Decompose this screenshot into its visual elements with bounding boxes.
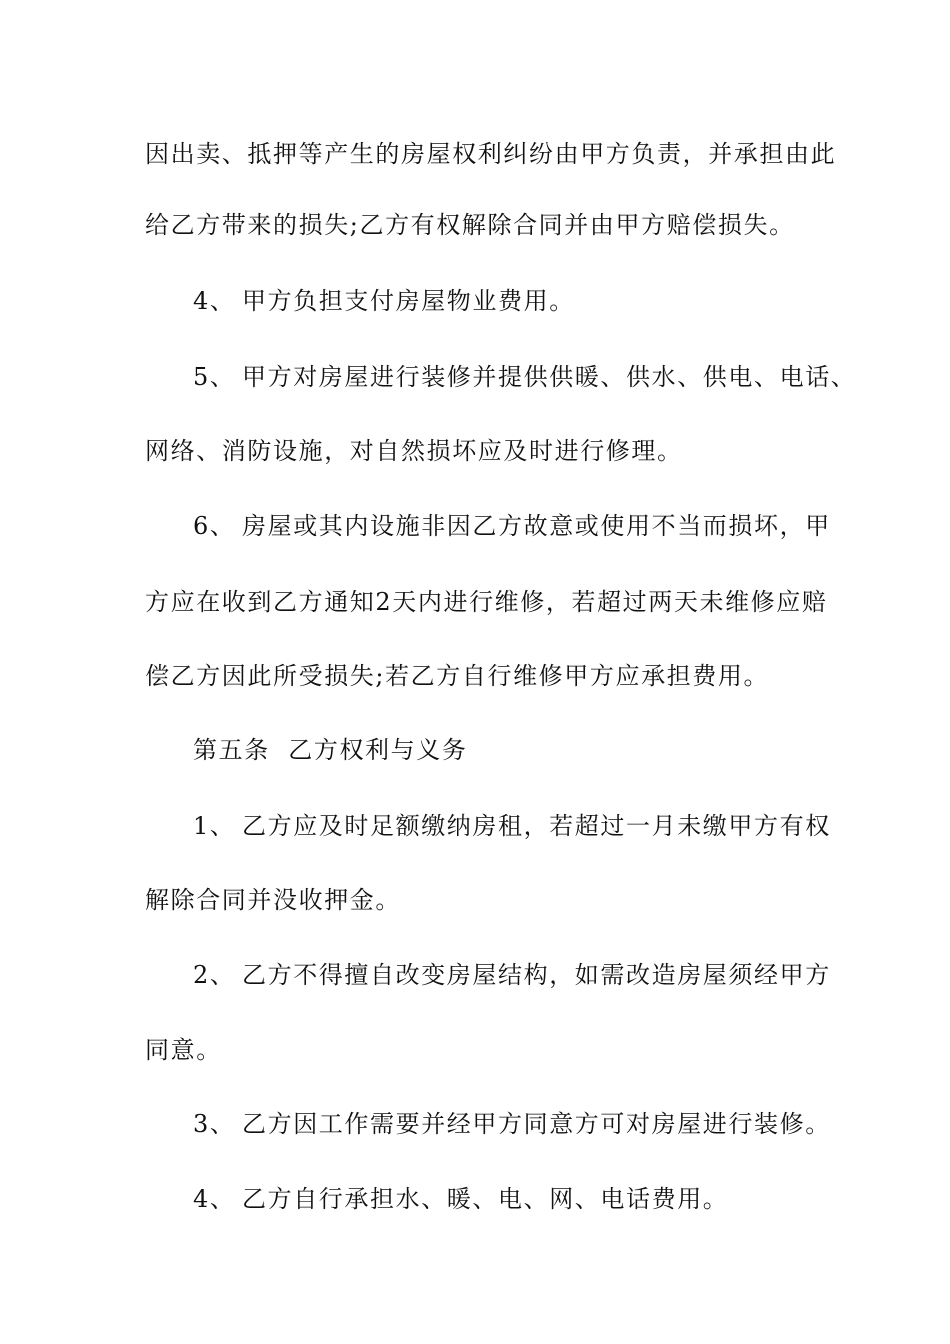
clause-item — [193, 362, 856, 392]
line-text: 方应在收到乙方通知2天内进行维修，若超过两天未维修应赔 — [145, 588, 828, 616]
line-text: 甲方对房屋进行装修并提供供暖、供水、供电、电话、 — [242, 363, 857, 391]
clause-number: 6、 — [193, 512, 236, 540]
line-text: 网络、消防设施，对自然损坏应及时进行修理。 — [145, 437, 683, 465]
clause-number: 2、 — [193, 961, 236, 989]
paragraph-line — [145, 885, 401, 915]
clause-item — [193, 286, 575, 316]
line-text: 解除合同并没收押金。 — [145, 886, 401, 914]
clause-item — [193, 511, 831, 541]
line-text: 同意。 — [145, 1036, 222, 1064]
line-text: 房屋或其内设施非因乙方故意或使用不当而损坏，甲 — [242, 512, 831, 540]
line-text: 乙方自行承担水、暖、电、网、电话费用。 — [242, 1185, 729, 1213]
paragraph-line — [145, 210, 795, 240]
clause-number: 1、 — [193, 812, 236, 840]
clause-number: 4、 — [193, 1185, 236, 1213]
section-heading — [193, 735, 467, 765]
line-text: 因出卖、抵押等产生的房屋权利纠纷由甲方负责，并承担由此 — [145, 140, 837, 168]
clause-item — [193, 1109, 831, 1139]
line-text: 乙方不得擅自改变房屋结构，如需改造房屋须经甲方 — [242, 961, 831, 989]
paragraph-line — [145, 1035, 222, 1065]
paragraph-line — [145, 139, 836, 169]
line-text: 给乙方带来的损失;乙方有权解除合同并由甲方赔偿损失。 — [145, 211, 795, 239]
paragraph-line — [145, 661, 769, 691]
line-text: 乙方因工作需要并经甲方同意方可对房屋进行装修。 — [242, 1110, 831, 1138]
line-text: 偿乙方因此所受损失;若乙方自行维修甲方应承担费用。 — [145, 662, 770, 690]
paragraph-line — [145, 436, 683, 466]
line-text: 乙方应及时足额缴纳房租，若超过一月未缴甲方有权 — [242, 812, 831, 840]
clause-number: 5、 — [193, 363, 236, 391]
clause-number: 4、 — [193, 287, 236, 315]
clause-item — [193, 1184, 728, 1214]
line-text: 甲方负担支付房屋物业费用。 — [242, 287, 575, 315]
clause-number: 3、 — [193, 1110, 236, 1138]
clause-item — [193, 960, 831, 990]
paragraph-line — [145, 587, 827, 617]
clause-item — [193, 811, 831, 841]
section-heading-text: 第五条 乙方权利与义务 — [193, 736, 468, 764]
